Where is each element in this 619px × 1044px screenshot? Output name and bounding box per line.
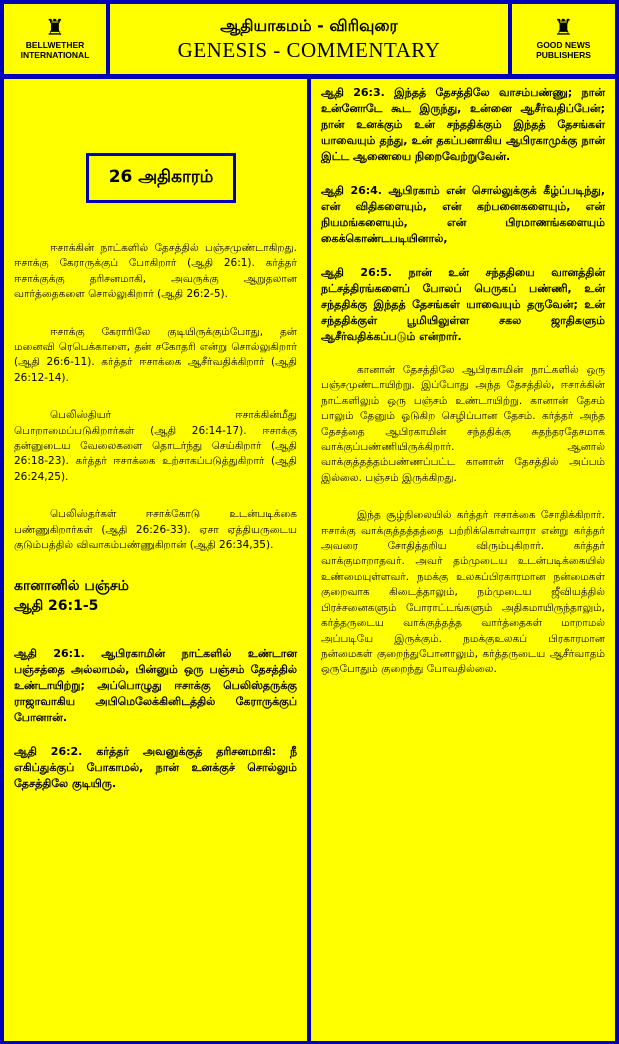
title-tamil: ஆதியாகமம் - விரிவுரை — [220, 16, 398, 35]
summary-paragraph: பெலிஸ்தியர் ஈசாக்கின்மீது பொறாமைப்படுகிறார்கள் (ஆதி 26:14-17). ஈசாக்கு தன்னுடைய வேலைகளை தொடர்ந்து செய்கிறார் (ஆதி 26:18-23). கர்த்தர் ஈசாக்கை உற்சாகப்படுத்துகிறார் (ஆதி 26:24,25). — [14, 409, 297, 483]
left-column — [4, 79, 307, 1041]
title-english: GENESIS - COMMENTARY — [177, 38, 441, 62]
good-news-logo-icon: ♜ — [553, 16, 574, 41]
bellwether-logo — [4, 4, 106, 74]
verse-paragraph: ஆதி 26:4. ஆபிரகாம் என் சொல்லுக்குக் கீழ்ப்படிந்து, என் விதிகளையும், என் கற்பனைகளையும், என் நியமங்களையும், என் பிரமாணங்களையும் கைக்கொண்டபடியினால், — [321, 184, 605, 245]
bellwether-logo-icon: ♜ — [45, 16, 65, 41]
good-news-logo-text: GOOD NEWS PUBLISHERS — [536, 40, 591, 60]
verse-paragraph: ஆதி 26:5. நான் உன் சந்ததியை வானத்தின் நட்சத்திரங்களைப் போலப் பெருகப் பண்ணி, உன் சந்ததிக்கு இந்தத் தேசங்கள் யாவையும் தருவேன்; உன் சந்ததிக்குள் பூமியிலுள்ள சகல ஜாதிகளும் ஆசீர்வதிக்கப்படும் என்றார். — [321, 266, 605, 343]
summary-paragraph: பெலிஸ்தர்கள் ஈசாக்கோடு உடன்படிக்கை பண்ணுகிறார்கள் (ஆதி 26:26-33). ஏசா ஏத்தியருடைய குடும்பத்தில் விவாகம்பண்ணுகிறான் (ஆதி 26:34,35). — [14, 508, 297, 552]
verse-paragraph: ஆதி 26:2. கர்த்தர் அவனுக்குத் தரிசனமாகி: நீ எகிப்துக்குப் போகாமல், நான் உனக்குச் சொல்லும் தேசத்திலே குடியிரு. — [14, 744, 297, 790]
bellwether-logo-text: BELLWETHER INTERNATIONAL — [20, 40, 90, 60]
section-reference: ஆதி 26:1-5 — [14, 597, 99, 614]
page-title — [110, 4, 508, 74]
summary-paragraph: ஈசாக்கின் நாட்களில் தேசத்தில் பஞ்சமுண்டாகிறது. ஈசாக்கு கேராருக்குப் போகிறார் (ஆதி 26:1). கர்த்தர் ஈசாக்குக்கு தரிசனமாகி, அவருக்கு ஆறுதலான வார்த்தைகளை சொல்லுகிறார் (ஆதி 26:2-5). — [14, 242, 297, 301]
section-heading — [14, 576, 297, 616]
verse-paragraph: ஆதி 26:1. ஆபிரகாமின் நாட்களில் உண்டான பஞ்சத்தை அல்லாமல், பின்னும் ஒரு பஞ்சம் தேசத்தில் உண்டாயிற்று; அப்பொழுது ஈசாக்கு பெலிஸ்தருக்கு ராஜாவாகிய அபிமெலேக்கினிடத்தில் கேராருக்குப் போனான். — [14, 646, 297, 724]
good-news-logo — [512, 4, 615, 74]
verse-paragraph: ஆதி 26:3. இந்தத் தேசத்திலே வாசம்பண்ணு; நான் உன்னோடே கூட இருந்து, உன்னை ஆசீர்வதிப்பேன்; நான் உனக்கும் உன் சந்ததிக்கும் இந்தத் தேசங்கள் யாவையும் தந்து, உன் தகப்பனாகிய ஆபிரகாமுக்கு நான் இட்ட ஆணையை நிறைவேற்றுவேன். — [321, 86, 605, 163]
right-column — [311, 79, 615, 1041]
commentary-paragraph: கானான் தேசத்திலே ஆபிரகாமின் நாட்களில் ஒரு பஞ்சமுண்டாயிற்று. இப்போது அந்த தேசத்தில், ஈசாக்கின் நாட்களிலும் ஒரு பஞ்சம் உண்டாயிற்று. கானான் தேசம் பாலும் தேனும் ஓடுகிற செழிப்பான தேசம். கர்த்தர் அந்த தேசத்தை ஆபிரகாமின் சந்ததிக்கு சுதந்தரதேசமாக வாக்குப்பண்ணியிருக்கிறார். ஆனால் வாக்குத்தத்தம்பண்ணப்பட்ட கானான் தேசத்தில் அப்பம் இல்லை. பஞ்சம் இருக்கிறது. — [321, 364, 605, 484]
summary-paragraph: ஈசாக்கு கேராரிலே குடியிருக்கும்போது, தன் மனைவி ரெபெக்காளை, தன் சகோதரி என்று சொல்லுகிறார் (ஆதி 26:6-11). கர்த்தர் ஈசாக்கை ஆசீர்வதிக்கிறார் (ஆதி 26:12-14). — [14, 325, 297, 384]
chapter-heading: 26 அதிகாரம் — [86, 153, 236, 203]
commentary-paragraph: இந்த சூழ்நிலையில் கர்த்தர் ஈசாக்கை சோதிக்கிறார். ஈசாக்கு வாக்குத்தத்தத்தை பற்றிக்கொள்வாரா என்று கர்த்தர் அவரை சோதித்தறிய விரும்புகிறார். கர்த்தர் வாக்குமாறாதவர். அவர் தம்முடைய உடன்படிக்கையில் உண்மையுள்ளவர். நமக்கு உலகப்பிரகாரமான நன்மைகள் குறைவாக கிடைத்தாலும், நம்முடைய ஜீவியத்தில் பிரச்சனைகளும் போராட்டங்களும் அதிகமாயிருந்தாலும், கர்த்தருடைய வாக்குத்தத்த வார்த்தைகள் மாறாமல் அப்படியே இருக்கும். நமக்குஉலகப் பிரகாரமான நன்மைகள் குறைந்துபோனாலும், கர்த்தருடைய ஆசீர்வாதம் ஒருபோதும் குறைந்து போவதில்லை. — [321, 509, 605, 676]
section-title: கானானில் பஞ்சம் — [14, 577, 129, 594]
